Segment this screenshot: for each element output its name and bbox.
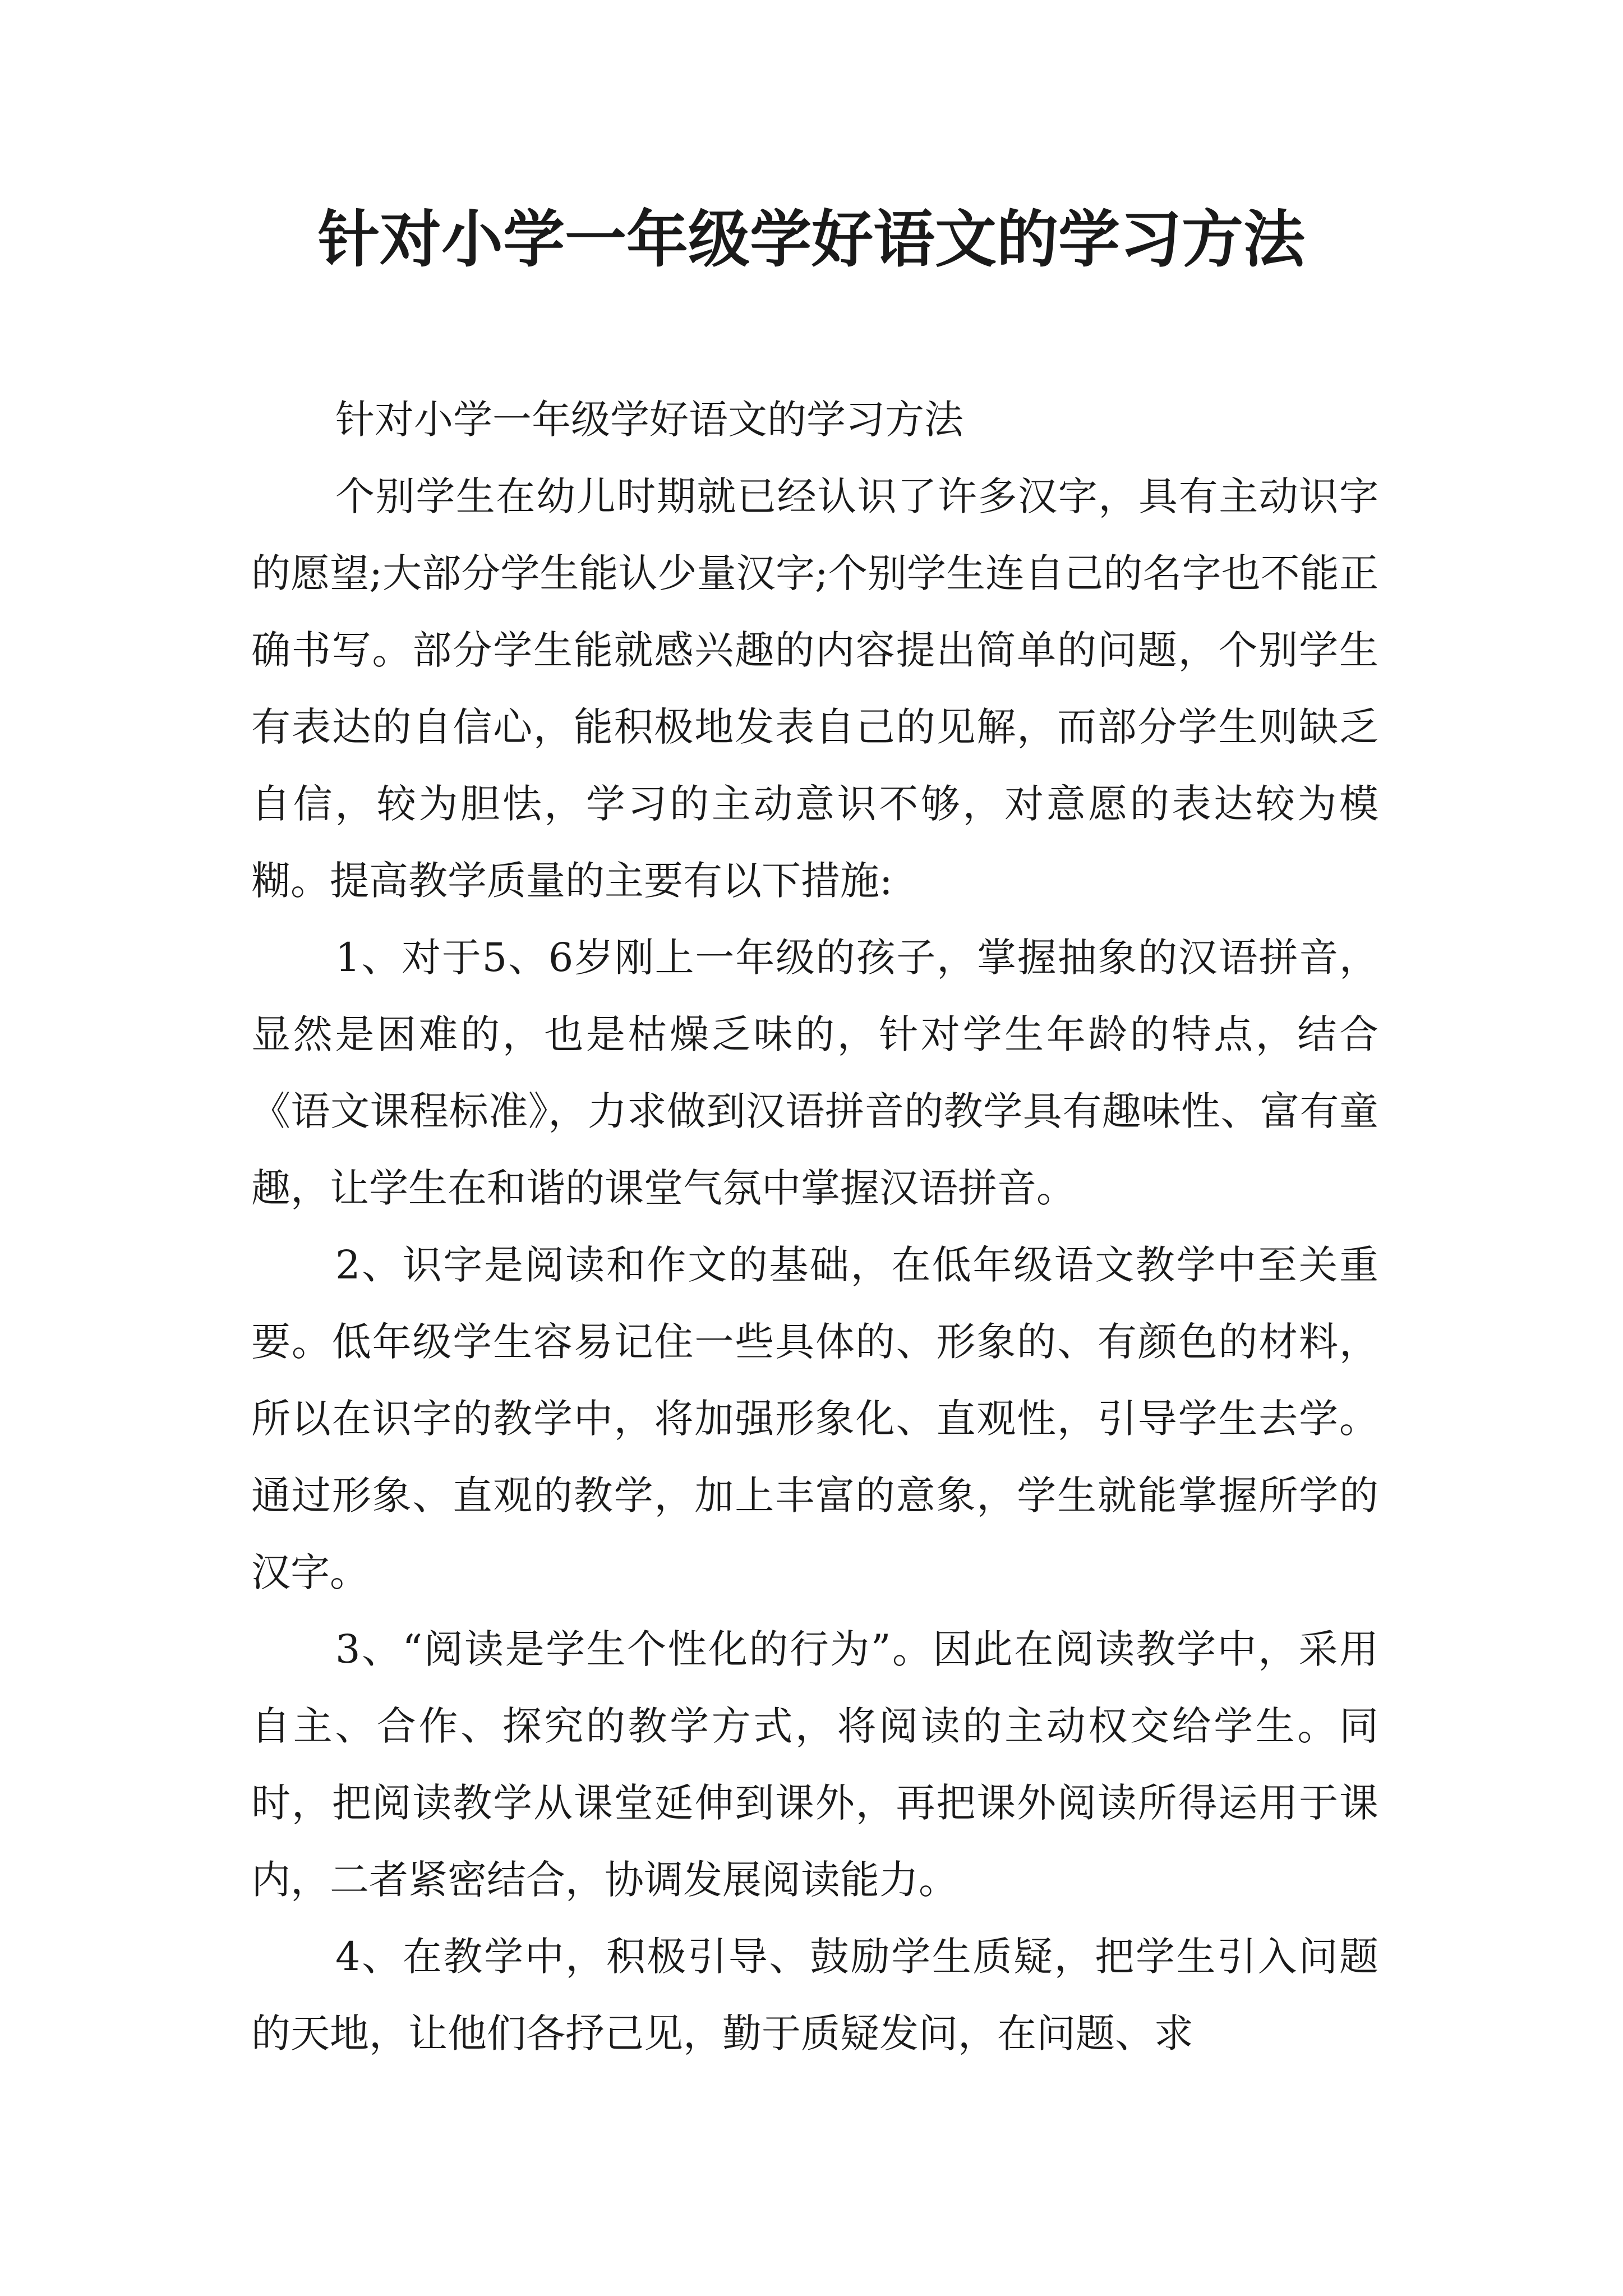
document-title: 针对小学一年级学好语文的学习方法	[318, 203, 1305, 275]
paragraph-subtitle: 针对小学一年级学好语文的学习方法	[335, 397, 963, 443]
paragraph-point-1: 1、对于5、6岁刚上一年级的孩子，掌握抽象的汉语拼音，显然是困难的，也是枯燥乏味的，针对学生年龄的特点，结合《语文课程标准》，力求做到汉语拼音的教学具有趣味性、富有童趣，让学生在和谐的课堂气氛中掌握汉语拼音。	[251, 935, 1378, 1211]
paragraph-intro: 个别学生在幼儿时期就已经认识了许多汉字，具有主动识字的愿望;大部分学生能认少量汉字;个别学生连自己的名字也不能正确书写。部分学生能就感兴趣的内容提出简单的问题，个别学生有表达的自信心，能积极地发表自己的见解，而部分学生则缺乏自信，较为胆怯，学习的主动意识不够，对意愿的表达较为模糊。提高教学质量的主要有以下措施:	[251, 473, 1378, 904]
paragraph-point-4: 4、在教学中，积极引导、鼓励学生质疑，把学生引入问题的天地，让他们各抒己见，勤于质疑发问，在问题、求	[251, 1934, 1378, 2056]
paragraph-point-3: 3、“阅读是学生个性化的行为”。因此在阅读教学中，采用自主、合作、探究的教学方式，将阅读的主动权交给学生。同时，把阅读教学从课堂延伸到课外，再把课外阅读所得运用于课内，二者紧密结合，协调发展阅读能力。	[251, 1626, 1378, 1903]
paragraph-point-2: 2、识字是阅读和作文的基础，在低年级语文教学中至关重要。低年级学生容易记住一些具体的、形象的、有颜色的材料，所以在识字的教学中，将加强形象化、直观性，引导学生去学。通过形象、直观的教学，加上丰富的意象，学生就能掌握所学的汉字。	[251, 1242, 1378, 1595]
document-body	[251, 381, 1378, 2072]
